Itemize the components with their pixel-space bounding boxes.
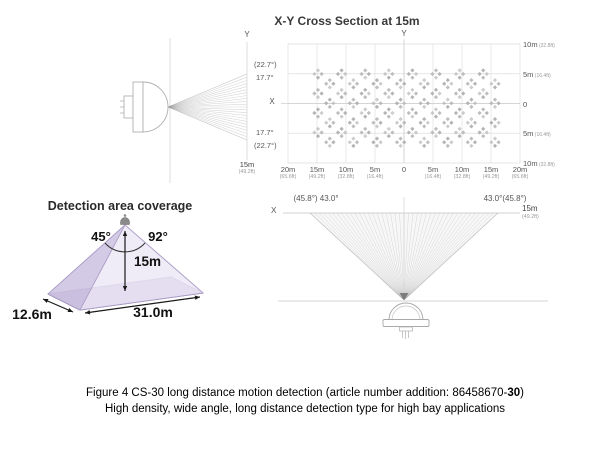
coverage-width-label: 31.0m [133, 304, 173, 320]
grid-x-axis-label: X [269, 97, 275, 106]
caption-line-2: High density, wide angle, long distance detection type for high bay applications [105, 403, 505, 415]
coverage-angle-left: 45° [91, 229, 111, 244]
coverage-depth-label: 12.6m [12, 306, 52, 322]
side-angle-upper-outer: (22.7°) [254, 60, 277, 69]
fan-x-axis-label: X [271, 206, 277, 215]
caption-line-1 [0, 385, 610, 401]
caption-line1-text: Figure 4 CS-30 long distance motion detection (article number addition: 86458670- [86, 387, 508, 399]
detector-side-icon [120, 82, 168, 132]
fan-distance-label: 15m [522, 204, 538, 213]
y-tick-label: 10m (32.8ft) [523, 40, 555, 49]
side-distance-ft-label: (49.2ft) [238, 169, 256, 175]
y-tick-label: 10m (32.8ft) [523, 159, 555, 168]
y-tick-label: 5m (16.4ft) [523, 69, 551, 79]
x-tick-label: 15m (49.2ft) [482, 165, 500, 180]
caption-line1-bold: 30 [507, 387, 521, 399]
x-tick-label: 20m (65.6ft) [279, 165, 297, 180]
x-tick-label: 10m (32.8ft) [453, 165, 471, 180]
figure-caption [0, 385, 610, 417]
cross-section-title: X-Y Cross Section at 15m [274, 14, 420, 28]
y-tick-label: 0 [523, 99, 528, 109]
side-distance-label: 15m [239, 160, 255, 169]
detector-apex-icon [121, 214, 130, 224]
x-tick-label: 15m (49.2ft) [308, 165, 326, 180]
fan-angle-left: (45.8°) 43.0° [293, 194, 339, 203]
xy-grid-diagram [268, 30, 538, 175]
detection-rays-side [168, 74, 247, 140]
fan-view-diagram [265, 190, 560, 350]
caption-line1-close: ) [520, 387, 524, 399]
x-tick-label: 0 [401, 165, 407, 174]
grid-y-axis-label: Y [401, 29, 407, 38]
coverage-angle-right: 92° [148, 229, 168, 244]
detection-zone-dots [312, 68, 500, 148]
side-angle-lower-outer: (22.7°) [254, 141, 277, 150]
side-y-axis-label: Y [244, 30, 250, 39]
detector-dome-icon [383, 303, 429, 339]
side-angle-upper-inner: 17.7° [256, 73, 274, 82]
side-angle-lower-inner: 17.7° [256, 128, 274, 137]
side-view-diagram [95, 30, 295, 190]
fan-angle-right: 43.0°(45.8°) [483, 194, 527, 203]
x-tick-label: 5m (16.4ft) [366, 165, 384, 180]
x-tick-label: 10m (32.8ft) [337, 165, 355, 180]
fan-distance-ft-label: (49.2ft) [522, 214, 539, 220]
coverage-height-label: 15m [134, 254, 162, 269]
x-tick-label: 20m (65.6ft) [511, 165, 529, 180]
coverage-title: Detection area coverage [47, 199, 193, 213]
y-tick-label: 5m (16.4ft) [523, 129, 551, 139]
x-tick-label: 5m (16.4ft) [424, 165, 442, 180]
